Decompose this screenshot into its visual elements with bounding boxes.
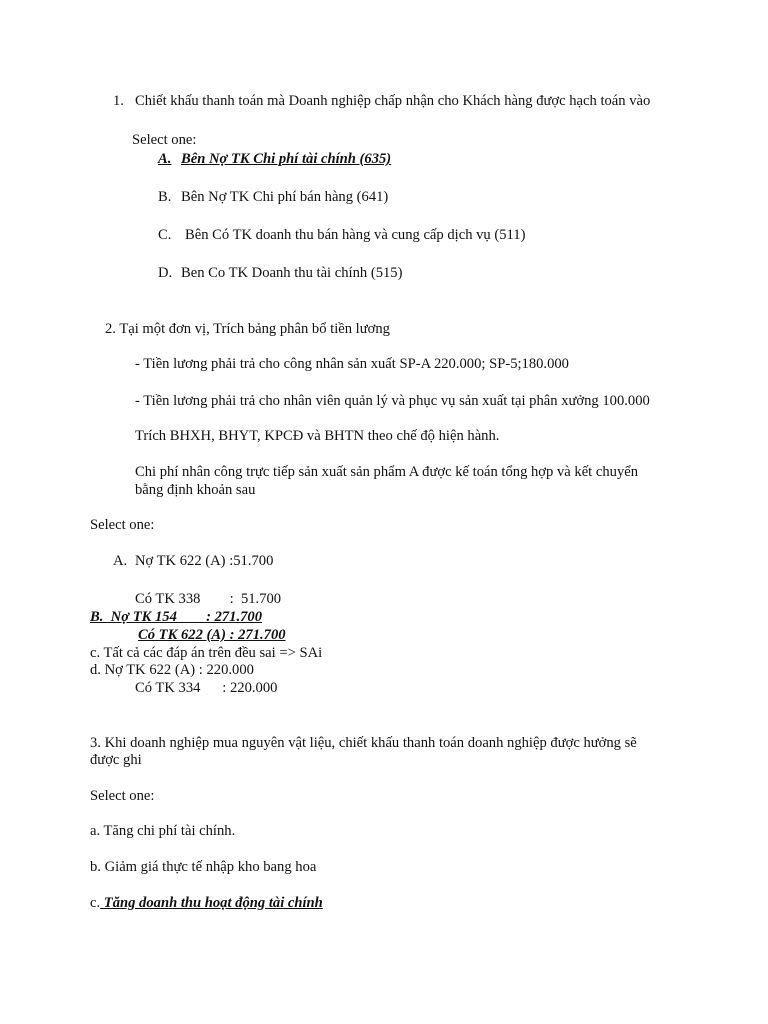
question-2-option-c: c. Tất cả các đáp án trên đều sai => SAi	[90, 645, 323, 661]
question-2-select-one: Select one:	[90, 517, 155, 533]
option-a-letter: A.	[113, 553, 128, 569]
question-2-line-2: - Tiền lương phải trả cho nhân viên quản lý và phục vụ sản xuất tại phân xưởng 100.000	[135, 393, 650, 409]
question-3-option-c	[90, 894, 323, 912]
question-1-number: 1.	[113, 93, 124, 109]
option-c-letter: c.	[90, 895, 101, 911]
option-a-text: Bên Nợ TK Chi phí tài chính (635)	[181, 151, 392, 167]
option-d-text: Ben Co TK Doanh thu tài chính (515)	[181, 265, 403, 281]
option-c-letter: C.	[158, 227, 172, 243]
question-3-option-a: a. Tăng chi phí tài chính.	[90, 823, 236, 839]
option-b-text: Bên Nợ TK Chi phí bán hàng (641)	[181, 189, 389, 205]
question-2-line-5: bằng định khoản sau	[135, 482, 256, 498]
question-1-text: Chiết khấu thanh toán mà Doanh nghiệp chấp nhận cho Khách hàng được hạch toán vào	[135, 93, 651, 109]
question-2-line-3: Trích BHXH, BHYT, KPCĐ và BHTN theo chế độ hiện hành.	[135, 428, 500, 444]
option-b-line-1: B. Nợ TK 154 : 271.700	[90, 609, 263, 625]
question-3-option-b: b. Giảm giá thực tế nhập kho bang hoa	[90, 859, 317, 875]
question-3-title-line-2: được ghi	[90, 752, 142, 768]
option-d-line-1: d. Nợ TK 622 (A) : 220.000	[90, 662, 254, 678]
option-c-text: Tăng doanh thu hoạt động tài chính	[100, 895, 323, 911]
question-2-title: 2. Tại một đơn vị, Trích bảng phân bổ tiền lương	[105, 321, 390, 337]
option-a-line-2: Có TK 338 : 51.700	[135, 591, 282, 607]
question-3-title-line-1: 3. Khi doanh nghiệp mua nguyên vật liệu, chiết khấu thanh toán doanh nghiệp được hưởng sẽ	[90, 735, 637, 751]
question-2-line-4: Chi phí nhân công trực tiếp sản xuất sản phẩm A được kế toán tổng hợp và kết chuyển	[135, 464, 639, 480]
option-b-letter: B.	[158, 189, 172, 205]
option-d-line-2: Có TK 334 : 220.000	[135, 680, 278, 696]
question-3-select-one: Select one:	[90, 788, 155, 804]
question-1-select-one: Select one:	[132, 132, 197, 148]
option-b-line-2: Có TK 622 (A) : 271.700	[138, 627, 286, 643]
question-2-line-1: - Tiền lương phải trả cho công nhân sản xuất SP-A 220.000; SP-5;180.000	[135, 356, 569, 372]
option-a-letter: A.	[158, 151, 172, 167]
option-d-letter: D.	[158, 265, 173, 281]
option-c-text: Bên Có TK doanh thu bán hàng và cung cấp dịch vụ (511)	[185, 227, 526, 243]
option-a-line-1: Nợ TK 622 (A) :51.700	[135, 553, 274, 569]
